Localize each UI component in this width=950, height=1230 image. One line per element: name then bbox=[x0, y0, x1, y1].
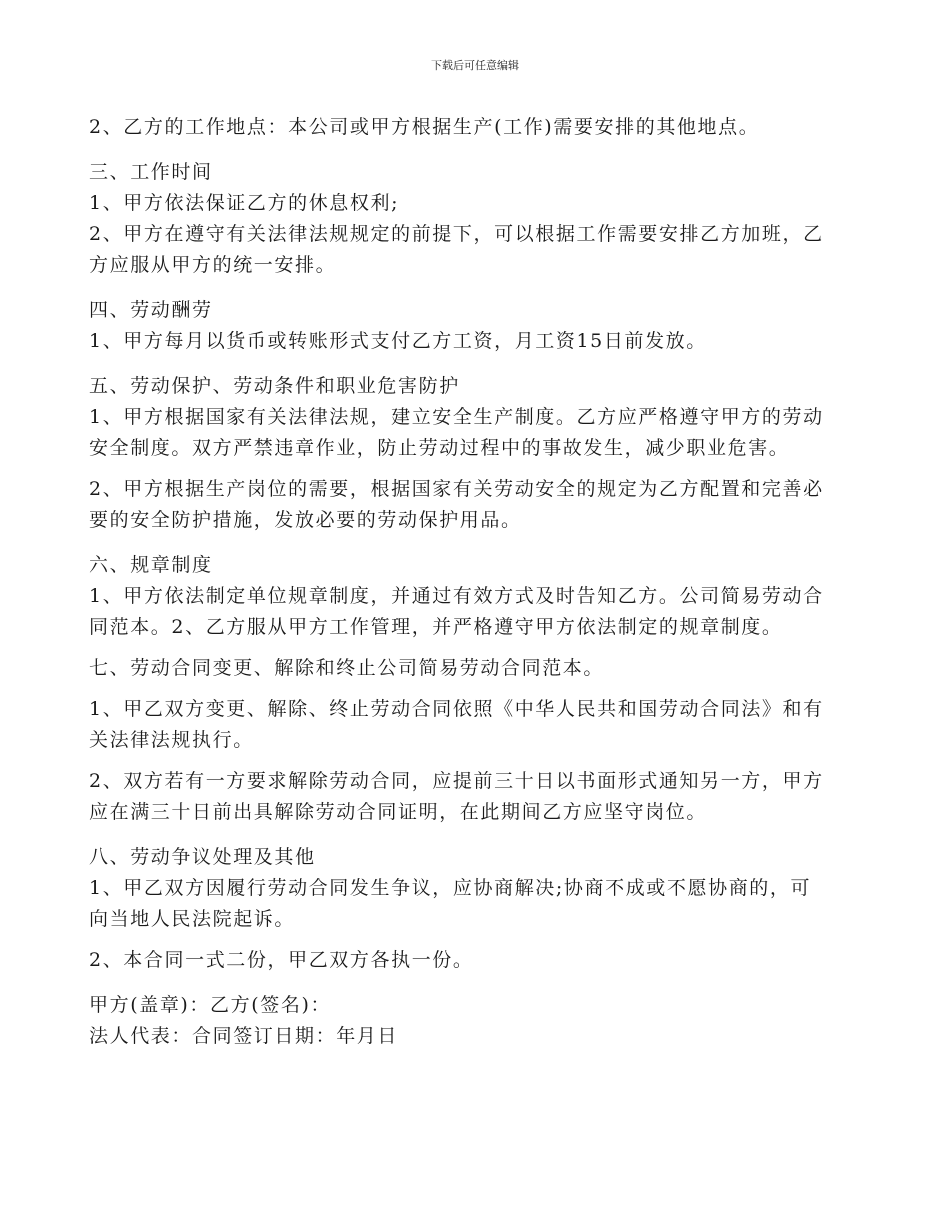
section-heading-contract-change: 七、劳动合同变更、解除和终止公司简易劳动合同范本。 bbox=[89, 657, 605, 679]
section-heading-labor-protection: 五、劳动保护、劳动条件和职业危害防护 bbox=[89, 375, 460, 397]
section-heading-work-hours: 三、工作时间 bbox=[89, 161, 213, 183]
dispute-clause: 1、甲乙双方因履行劳动合同发生争议，应协商解决;协商不成或不愿协商的，可 bbox=[89, 877, 812, 899]
termination-clause-cont: 应在满三十日前出具解除劳动合同证明，在此期间乙方应坚守岗位。 bbox=[89, 801, 708, 823]
work-location-clause: 2、乙方的工作地点：本公司或甲方根据生产(工作)需要安排的其他地点。 bbox=[89, 116, 760, 138]
protective-measures-clause-cont: 要的安全防护措施，发放必要的劳动保护用品。 bbox=[89, 509, 522, 531]
page-header-note: 下载后可任意编辑 bbox=[431, 59, 519, 72]
overtime-clause: 2、甲方在遵守有关法律法规规定的前提下，可以根据工作需要安排乙方加班，乙 bbox=[89, 223, 824, 245]
safety-system-clause: 1、甲方根据国家有关法律法规，建立安全生产制度。乙方应严格遵守甲方的劳动 bbox=[89, 406, 824, 428]
signature-line: 甲方(盖章)：乙方(签名)： bbox=[89, 994, 332, 1016]
rules-clause-cont: 同范本。2、乙方服从甲方工作管理，并严格遵守甲方依法制定的规章制度。 bbox=[89, 616, 783, 638]
section-heading-disputes: 八、劳动争议处理及其他 bbox=[89, 846, 316, 868]
document-body bbox=[89, 112, 864, 1052]
overtime-clause-cont: 方应服从甲方的统一安排。 bbox=[89, 254, 337, 276]
contract-change-clause-cont: 关法律法规执行。 bbox=[89, 729, 254, 751]
salary-clause: 1、甲方每月以货币或转账形式支付乙方工资，月工资15日前发放。 bbox=[89, 330, 707, 352]
contract-change-clause: 1、甲乙双方变更、解除、终止劳动合同依照《中华人民共和国劳动合同法》和有 bbox=[89, 698, 824, 720]
termination-clause: 2、双方若有一方要求解除劳动合同，应提前三十日以书面形式通知另一方，甲方 bbox=[89, 770, 824, 792]
section-heading-remuneration: 四、劳动酬劳 bbox=[89, 299, 213, 321]
dispute-clause-cont: 向当地人民法院起诉。 bbox=[89, 908, 296, 930]
signing-date-line: 法人代表：合同签订日期：年月日 bbox=[89, 1025, 399, 1047]
rules-clause: 1、甲方依法制定单位规章制度，并通过有效方式及时告知乙方。公司简易劳动合 bbox=[89, 585, 824, 607]
safety-system-clause-cont: 安全制度。双方严禁违章作业，防止劳动过程中的事故发生，减少职业危害。 bbox=[89, 437, 790, 459]
rest-rights-clause: 1、甲方依法保证乙方的休息权利; bbox=[89, 192, 400, 214]
protective-measures-clause: 2、甲方根据生产岗位的需要，根据国家有关劳动安全的规定为乙方配置和完善必 bbox=[89, 478, 824, 500]
copies-clause: 2、本合同一式二份，甲乙双方各执一份。 bbox=[89, 949, 474, 971]
section-heading-rules: 六、规章制度 bbox=[89, 554, 213, 576]
